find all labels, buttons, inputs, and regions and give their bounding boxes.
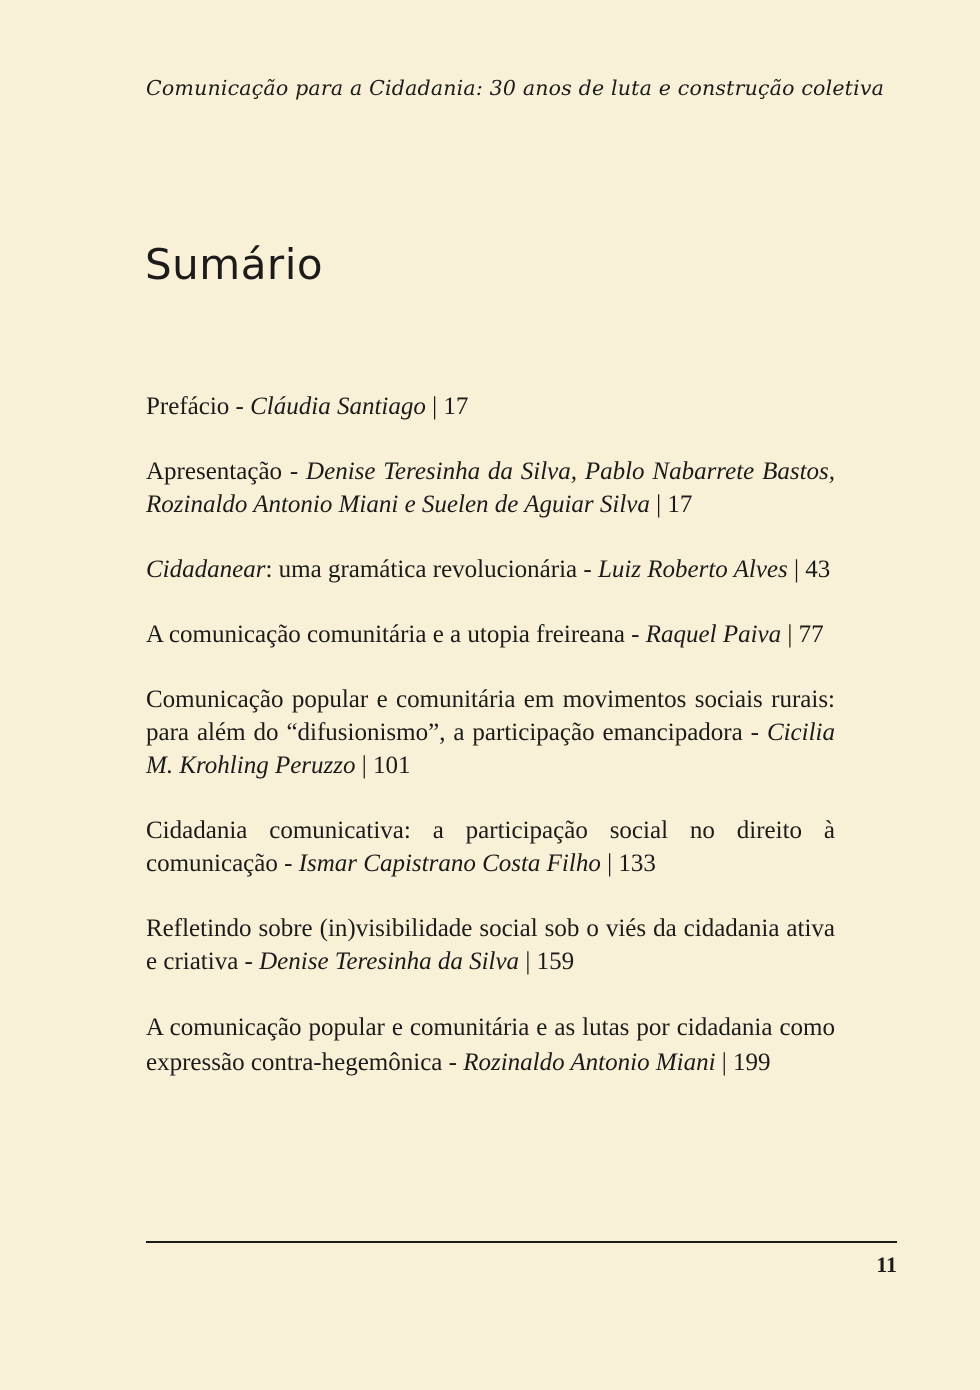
- toc-entry-author: Ismar Capistrano Costa Filho: [298, 850, 601, 877]
- toc-entry: [146, 618, 835, 651]
- toc-entry: [146, 390, 835, 423]
- toc-entry-title: Refletindo sobre (in)visibilidade social sob o viés da cidadania ativa e criativa -: [146, 915, 835, 975]
- toc-entry-title: Comunicação popular e comunitária em movimentos sociais rurais: para além do “difusionismo”, a participação emancipadora -: [146, 686, 835, 746]
- toc-entry-author: Denise Teresinha da Silva, Pablo Nabarrete Bastos, Rozinaldo Antonio Miani e Suelen de Aguiar Silva: [146, 458, 835, 518]
- toc-entry: [146, 455, 835, 521]
- toc-entry-page: | 43: [787, 556, 831, 583]
- toc-entry: [146, 553, 835, 586]
- toc-entry: [146, 912, 835, 978]
- toc-entry-page: | 77: [781, 621, 824, 648]
- toc-entry-author: Rozinaldo Antonio Miani: [463, 1049, 716, 1076]
- toc-entry: [146, 814, 835, 880]
- toc-entry-author: Cicilia M. Krohling Peruzzo: [146, 719, 835, 779]
- page-number: 11: [876, 1252, 897, 1277]
- toc-entry-page: | 17: [425, 393, 469, 420]
- toc-entry-page: | 199: [715, 1049, 771, 1076]
- toc-entry-title: Cidadania comunicativa: a participação social no direito à comunicação -: [146, 817, 835, 877]
- toc-entry-page: | 159: [519, 948, 575, 975]
- toc-entry-title: Prefácio -: [146, 393, 251, 420]
- toc-entry-author: Luiz Roberto Alves: [597, 556, 788, 583]
- toc-entry-title: A comunicação comunitária e a utopia freireana -: [146, 621, 646, 648]
- page-title: Sumário: [145, 240, 324, 289]
- running-header: Comunicação para a Cidadania: 30 anos de luta e construção coletiva: [146, 76, 885, 100]
- toc-entry-author: Raquel Paiva: [645, 621, 782, 648]
- toc-entry-author: Denise Teresinha da Silva: [259, 948, 520, 975]
- table-of-contents: [146, 390, 835, 1112]
- toc-entry-author: Cláudia Santiago: [250, 393, 426, 420]
- toc-entry-title: Apresentação -: [146, 458, 307, 485]
- toc-entry: [146, 1010, 835, 1080]
- footer-divider: [146, 1241, 897, 1243]
- toc-entry-title-italic: Cidadanear: [146, 556, 266, 583]
- toc-entry-title: : uma gramática revolucionária -: [265, 556, 598, 583]
- toc-entry-page: | 17: [649, 491, 693, 518]
- toc-entry-page: | 133: [600, 850, 656, 877]
- toc-entry-page: | 101: [355, 752, 411, 779]
- toc-entry: [146, 683, 835, 782]
- toc-entry-title: A comunicação popular e comunitária e as lutas por cidadania como expressão contra-hegemônica -: [146, 1014, 835, 1076]
